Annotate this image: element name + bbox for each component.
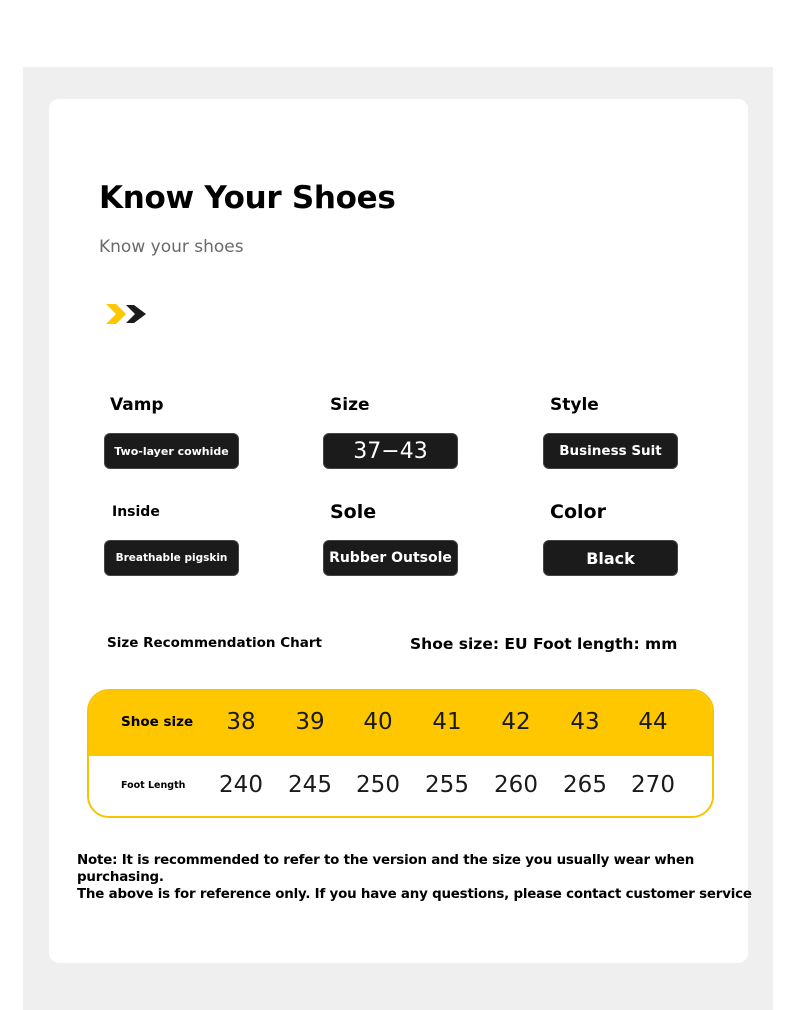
spec-label-style: Style — [550, 395, 599, 415]
foot-length-cell: 255 — [425, 772, 469, 798]
foot-length-row — [89, 756, 712, 818]
spec-label-vamp: Vamp — [110, 395, 164, 415]
shoe-size-cell: 42 — [501, 709, 531, 735]
spec-value-inside: Breathable pigskin — [104, 540, 239, 576]
purchase-note — [77, 852, 757, 903]
chart-title: Size Recommendation Chart — [107, 635, 322, 651]
spec-value-style: Business Suit — [543, 433, 678, 469]
foot-length-cell: 265 — [563, 772, 607, 798]
chart-units: Shoe size: EU Foot length: mm — [410, 635, 678, 653]
shoe-size-cell: 38 — [226, 709, 256, 735]
foot-length-cell: 260 — [494, 772, 538, 798]
content-card — [49, 99, 748, 963]
page-title: Know Your Shoes — [99, 180, 396, 216]
spec-label-size: Size — [330, 395, 370, 415]
foot-length-cell: 240 — [219, 772, 263, 798]
spec-value-color: Black — [543, 540, 678, 576]
shoe-size-cell: 41 — [432, 709, 462, 735]
page-subtitle: Know your shoes — [99, 237, 244, 257]
shoe-size-label: Shoe size — [121, 714, 194, 730]
shoe-size-cell: 43 — [570, 709, 600, 735]
spec-value-vamp: Two-layer cowhide — [104, 433, 239, 469]
shoe-size-row — [89, 691, 712, 756]
double-chevron-icon — [104, 302, 150, 326]
note-line-2: The above is for reference only. If you have any questions, please contact customer service — [77, 887, 752, 902]
spec-label-color: Color — [550, 501, 606, 523]
spec-label-sole: Sole — [330, 501, 377, 523]
shoe-size-cell: 40 — [363, 709, 393, 735]
spec-value-sole: Rubber Outsole — [323, 540, 458, 576]
foot-length-cell: 270 — [631, 772, 675, 798]
spec-label-inside: Inside — [112, 504, 160, 520]
foot-length-cell: 250 — [356, 772, 400, 798]
spec-value-size: 37−43 — [323, 433, 458, 469]
foot-length-label: Foot Length — [121, 780, 186, 791]
size-table — [87, 689, 714, 818]
foot-length-cell: 245 — [288, 772, 332, 798]
shoe-size-cell: 44 — [638, 709, 668, 735]
note-line-1: Note: It is recommended to refer to the version and the size you usually wear when purchasing. — [77, 853, 695, 885]
shoe-size-cell: 39 — [295, 709, 325, 735]
